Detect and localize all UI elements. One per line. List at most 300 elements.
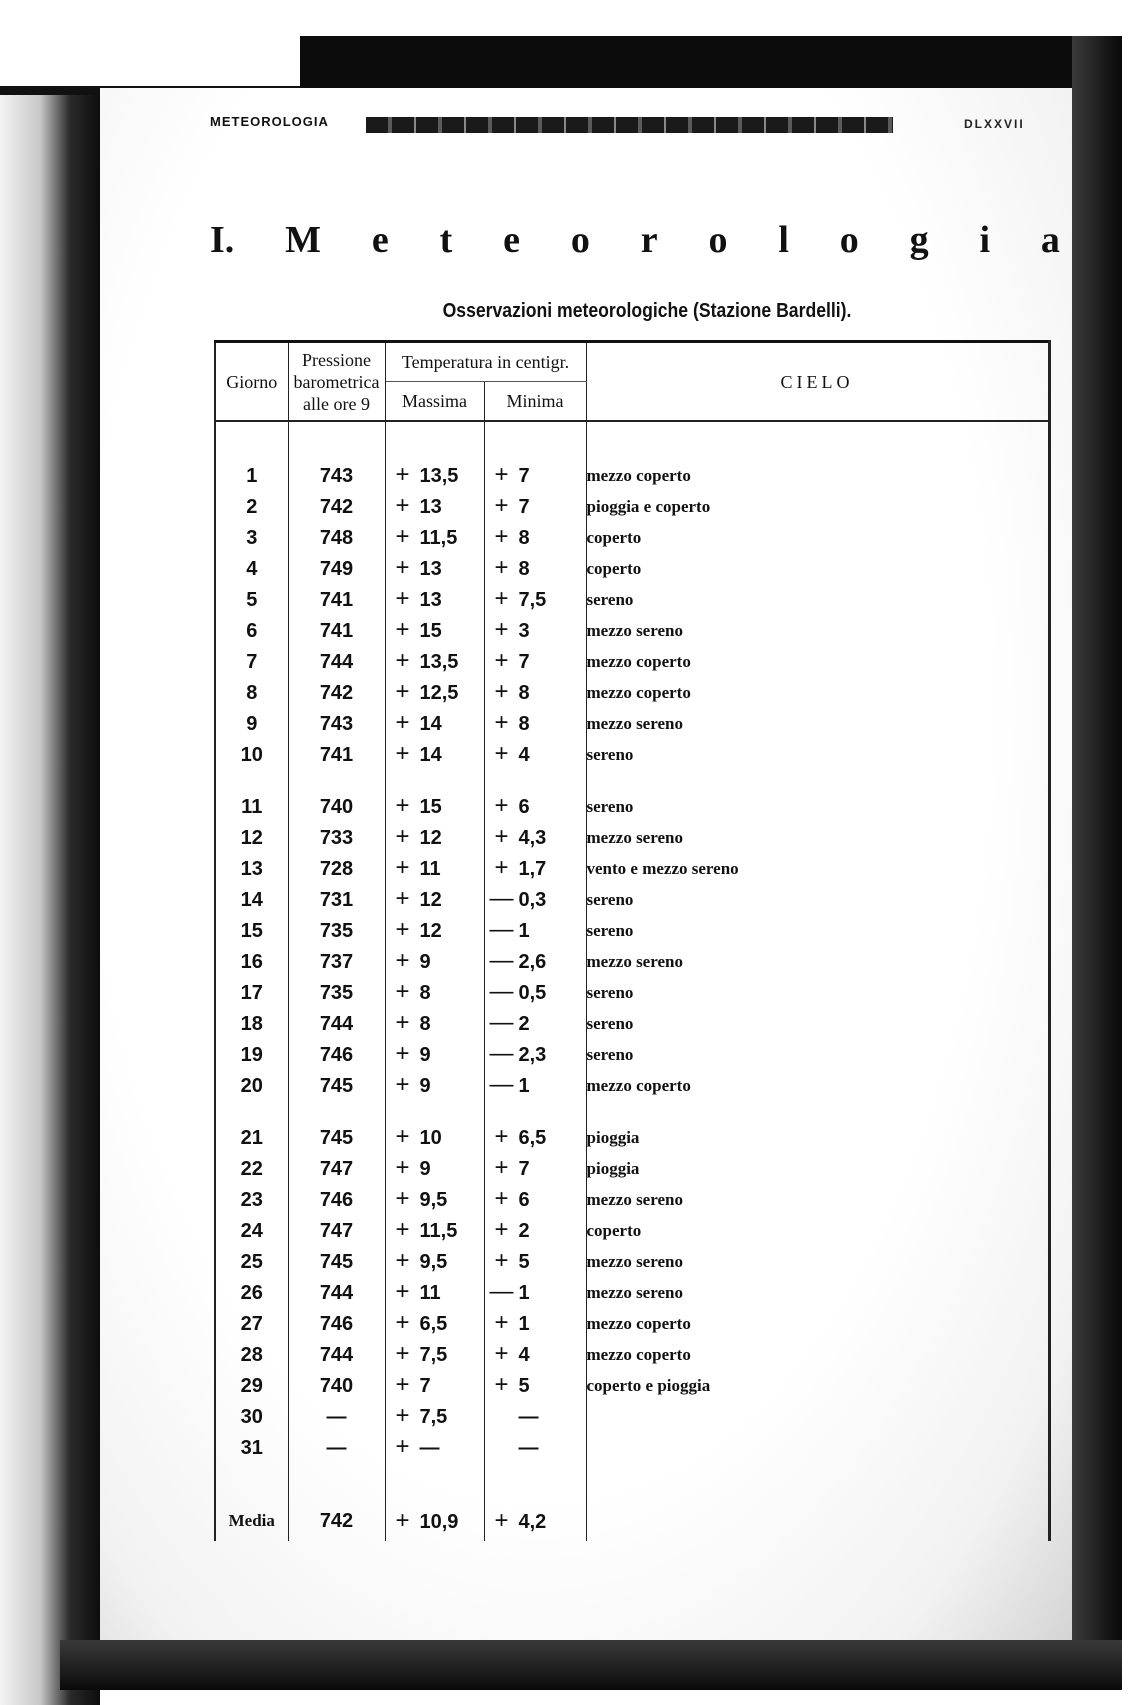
sign: + [395, 554, 410, 581]
cell-giorno: 12 [215, 822, 288, 853]
table-body [215, 421, 1049, 1541]
value: 8 [419, 1013, 431, 1035]
value: 7,5 [518, 589, 547, 611]
value: 4,3 [518, 827, 547, 849]
table-row [215, 1153, 1049, 1184]
cell-giorno: 14 [215, 884, 288, 915]
spacer-row [215, 1463, 1049, 1501]
value: 1,7 [518, 858, 547, 880]
cell-massima [385, 708, 484, 739]
value: 5 [518, 1375, 530, 1397]
value: 15 [419, 796, 442, 818]
cell-cielo: mezzo coperto [586, 651, 691, 671]
cell-giorno: 22 [215, 1153, 288, 1184]
cell-massima [385, 1401, 484, 1432]
cell-giorno: 19 [215, 1039, 288, 1070]
cell-pressione: 749 [288, 553, 385, 584]
cell-cielo: mezzo coperto [586, 465, 691, 485]
value: 5 [518, 1251, 530, 1273]
cell-massima [385, 739, 484, 770]
header-cielo: CIELO [780, 371, 854, 392]
value: 9 [419, 1044, 431, 1066]
cell-minima [484, 1432, 586, 1463]
value: — [518, 1436, 539, 1459]
table-row [215, 791, 1049, 822]
sign: + [395, 1507, 410, 1534]
scan-shadow-top [300, 36, 1108, 88]
table-row [215, 1039, 1049, 1070]
value: 14 [419, 713, 442, 735]
cell-massima [385, 1339, 484, 1370]
cell-cielo: vento e mezzo sereno [586, 858, 739, 878]
cell-minima [484, 1370, 586, 1401]
sign: — [489, 1040, 514, 1067]
cell-giorno: 16 [215, 946, 288, 977]
value: 7 [419, 1375, 431, 1397]
header-pressione-line: alle ore 9 [303, 393, 370, 414]
sign: + [494, 1507, 509, 1534]
cell-cielo: coperto [586, 527, 642, 547]
cell-cielo: mezzo coperto [586, 1344, 691, 1364]
table-row [215, 584, 1049, 615]
cell-giorno: 4 [215, 553, 288, 584]
value: 12 [419, 827, 442, 849]
cell-minima [484, 1153, 586, 1184]
table-row [215, 460, 1049, 491]
cell-massima [385, 915, 484, 946]
sign: + [494, 461, 509, 488]
cell-giorno: 2 [215, 491, 288, 522]
table-row [215, 677, 1049, 708]
cell-massima [385, 1432, 484, 1463]
cell-pressione: 744 [288, 1008, 385, 1039]
value: 2 [518, 1220, 530, 1242]
cell-massima [385, 1277, 484, 1308]
value: 10,9 [419, 1511, 459, 1533]
cell-minima [484, 677, 586, 708]
cell-minima [484, 615, 586, 646]
value: 9 [419, 951, 431, 973]
cell-giorno: 31 [215, 1432, 288, 1463]
cell-pressione: — [288, 1432, 385, 1463]
value: 9 [419, 1158, 431, 1180]
cell-cielo [586, 1432, 1049, 1463]
sign: — [489, 1009, 514, 1036]
sign: — [489, 978, 514, 1005]
cell-massima [385, 553, 484, 584]
table-row [215, 977, 1049, 1008]
cell-massima [385, 646, 484, 677]
sign: + [494, 554, 509, 581]
value: 6,5 [419, 1313, 448, 1335]
sign: + [395, 461, 410, 488]
value: 13,5 [419, 651, 459, 673]
cell-massima [385, 1215, 484, 1246]
cell-minima [484, 884, 586, 915]
cell-pressione: 744 [288, 1277, 385, 1308]
cell-giorno: 9 [215, 708, 288, 739]
sign: — [489, 1278, 514, 1305]
cell-cielo: sereno [586, 982, 634, 1002]
sign: — [489, 916, 514, 943]
cell-giorno: 21 [215, 1122, 288, 1153]
running-head: METEOROLOGIA [210, 114, 329, 129]
cell-cielo: pioggia e coperto [586, 496, 711, 516]
value: 10 [419, 1127, 442, 1149]
value: 13 [419, 558, 442, 580]
cell-pressione: 731 [288, 884, 385, 915]
title-letter: a [1040, 219, 1060, 261]
cell-minima [484, 853, 586, 884]
sign: + [395, 647, 410, 674]
cell-giorno: 24 [215, 1215, 288, 1246]
table-row [215, 915, 1049, 946]
mean-label: Media [215, 1501, 288, 1541]
cell-pressione: 743 [288, 708, 385, 739]
table-row [215, 822, 1049, 853]
sign: + [395, 1278, 410, 1305]
cell-pressione: 746 [288, 1039, 385, 1070]
cell-pressione: 744 [288, 646, 385, 677]
cell-pressione: 745 [288, 1070, 385, 1101]
sign: — [489, 947, 514, 974]
title-letter: e [503, 219, 521, 261]
sign: + [395, 947, 410, 974]
value: 13 [419, 496, 442, 518]
cell-giorno: 28 [215, 1339, 288, 1370]
cell-minima [484, 708, 586, 739]
cell-cielo: mezzo coperto [586, 682, 691, 702]
value: 2 [518, 1013, 530, 1035]
title-letter: o [708, 219, 728, 261]
cell-minima [484, 646, 586, 677]
cell-minima [484, 1339, 586, 1370]
sign: + [395, 854, 410, 881]
cell-pressione: 740 [288, 1370, 385, 1401]
cell-pressione: 746 [288, 1184, 385, 1215]
value: 3 [518, 620, 530, 642]
title-letter: e [371, 219, 389, 261]
sign: + [494, 1340, 509, 1367]
title-letter: g [909, 219, 929, 261]
cell-pressione: 746 [288, 1308, 385, 1339]
table-row [215, 1308, 1049, 1339]
sign: + [395, 1309, 410, 1336]
cell-minima [484, 946, 586, 977]
sign: + [494, 709, 509, 736]
cell-cielo: mezzo sereno [586, 827, 683, 847]
cell-minima [484, 915, 586, 946]
value: 7 [518, 496, 530, 518]
cell-minima [484, 822, 586, 853]
sign: + [494, 616, 509, 643]
scan-margin-top [0, 0, 1148, 40]
mean-massima [385, 1501, 484, 1541]
value: 7 [518, 1158, 530, 1180]
title-letter: o [570, 219, 590, 261]
cell-cielo: pioggia [586, 1127, 640, 1147]
sign: + [395, 1371, 410, 1398]
observations-table [214, 340, 1051, 1541]
cell-minima [484, 584, 586, 615]
cell-giorno: 11 [215, 791, 288, 822]
cell-pressione: 745 [288, 1122, 385, 1153]
sign: + [395, 616, 410, 643]
scan-shadow-bottom [60, 1640, 1122, 1690]
cell-massima [385, 1308, 484, 1339]
sign: + [494, 1154, 509, 1181]
table-row [215, 1070, 1049, 1101]
cell-giorno: 5 [215, 584, 288, 615]
cell-cielo: mezzo coperto [586, 1075, 691, 1095]
value: 9 [419, 1075, 431, 1097]
value: 4 [518, 1344, 530, 1366]
value: 6,5 [518, 1127, 547, 1149]
scan-shadow-right [1072, 36, 1122, 1686]
value: — [419, 1437, 440, 1459]
value: — [518, 1405, 539, 1428]
value: 7 [518, 651, 530, 673]
table-row [215, 1246, 1049, 1277]
sign: + [494, 823, 509, 850]
cell-massima [385, 522, 484, 553]
value: 6 [518, 1189, 530, 1211]
cell-giorno: 13 [215, 853, 288, 884]
cell-massima [385, 946, 484, 977]
sign: + [395, 492, 410, 519]
header-temperatura: Temperatura in centigr. [385, 342, 586, 382]
cell-minima [484, 1039, 586, 1070]
mean-cielo [586, 1501, 1049, 1541]
cell-minima [484, 1308, 586, 1339]
value: 13 [419, 589, 442, 611]
sign: + [494, 792, 509, 819]
cell-massima [385, 677, 484, 708]
cell-cielo: mezzo sereno [586, 713, 683, 733]
table-row [215, 853, 1049, 884]
cell-giorno: 10 [215, 739, 288, 770]
sign: + [395, 1040, 410, 1067]
sign: + [395, 978, 410, 1005]
table-row [215, 1432, 1049, 1463]
sign: + [494, 678, 509, 705]
value: 8 [518, 527, 530, 549]
mean-minima [484, 1501, 586, 1541]
value: 8 [518, 558, 530, 580]
sign: + [494, 740, 509, 767]
sign: + [395, 1433, 410, 1460]
sign: + [395, 678, 410, 705]
table-row [215, 1008, 1049, 1039]
value: 15 [419, 620, 442, 642]
cell-pressione: — [288, 1401, 385, 1432]
value: 11,5 [419, 527, 458, 549]
sign: + [395, 1154, 410, 1181]
cell-massima [385, 1039, 484, 1070]
value: 7 [518, 465, 530, 487]
table-row [215, 1401, 1049, 1432]
cell-minima [484, 522, 586, 553]
cell-pressione: 747 [288, 1153, 385, 1184]
value: 7,5 [419, 1406, 448, 1428]
header-massima: Massima [385, 382, 484, 421]
cell-pressione: 747 [288, 1215, 385, 1246]
value: 1 [518, 1313, 530, 1335]
table-row [215, 708, 1049, 739]
value: 8 [518, 713, 530, 735]
header-minima: Minima [484, 382, 586, 421]
sign: + [395, 1009, 410, 1036]
cell-massima [385, 584, 484, 615]
cell-giorno: 17 [215, 977, 288, 1008]
title-letter: l [778, 219, 789, 261]
cell-massima [385, 1122, 484, 1153]
folio-rule [366, 117, 893, 133]
cell-cielo: sereno [586, 589, 634, 609]
sign: + [395, 1402, 410, 1429]
header-pressione [288, 342, 385, 421]
cell-cielo: coperto e pioggia [586, 1375, 711, 1395]
table-row [215, 491, 1049, 522]
cell-pressione: 737 [288, 946, 385, 977]
sign: + [494, 1123, 509, 1150]
cell-cielo: mezzo sereno [586, 1282, 683, 1302]
table-row [215, 522, 1049, 553]
cell-minima [484, 1122, 586, 1153]
value: 12 [419, 889, 442, 911]
table-row [215, 646, 1049, 677]
value: 11 [419, 858, 441, 880]
cell-massima [385, 1153, 484, 1184]
sign: + [395, 1340, 410, 1367]
sign: + [494, 1247, 509, 1274]
table-row [215, 884, 1049, 915]
cell-massima [385, 1184, 484, 1215]
cell-pressione: 740 [288, 791, 385, 822]
cell-giorno: 23 [215, 1184, 288, 1215]
cell-massima [385, 1370, 484, 1401]
cell-giorno: 25 [215, 1246, 288, 1277]
sign: + [395, 1216, 410, 1243]
cell-pressione: 745 [288, 1246, 385, 1277]
scan-shadow-left [0, 95, 100, 1705]
cell-cielo: coperto [586, 1220, 642, 1240]
table-caption: Osservazioni meteorologiche (Stazione Bardelli). [442, 300, 852, 322]
cell-cielo: mezzo sereno [586, 620, 683, 640]
sign: — [489, 1071, 514, 1098]
sign: + [494, 1216, 509, 1243]
value: 1 [518, 1075, 530, 1097]
table-row [215, 946, 1049, 977]
cell-minima [484, 977, 586, 1008]
cell-pressione: 744 [288, 1339, 385, 1370]
cell-pressione: 733 [288, 822, 385, 853]
title-number: I. [210, 219, 235, 261]
table-row [215, 1184, 1049, 1215]
value: 4 [518, 744, 530, 766]
cell-massima [385, 491, 484, 522]
sign: + [494, 492, 509, 519]
cell-pressione: 742 [288, 677, 385, 708]
sign: + [494, 854, 509, 881]
value: 7,5 [419, 1344, 448, 1366]
cell-minima [484, 1215, 586, 1246]
cell-massima [385, 615, 484, 646]
table-row [215, 739, 1049, 770]
cell-pressione: 748 [288, 522, 385, 553]
cell-pressione: 728 [288, 853, 385, 884]
title-letter: o [839, 219, 859, 261]
cell-minima [484, 460, 586, 491]
cell-minima [484, 791, 586, 822]
cell-giorno: 20 [215, 1070, 288, 1101]
sign: + [395, 792, 410, 819]
sign: + [494, 523, 509, 550]
cell-minima [484, 553, 586, 584]
cell-minima [484, 1246, 586, 1277]
sign: + [494, 1371, 509, 1398]
cell-minima [484, 1070, 586, 1101]
cell-pressione: 742 [288, 491, 385, 522]
cell-minima [484, 1008, 586, 1039]
cell-cielo: sereno [586, 744, 634, 764]
cell-minima [484, 1277, 586, 1308]
cell-giorno: 7 [215, 646, 288, 677]
cell-giorno: 15 [215, 915, 288, 946]
cell-massima [385, 791, 484, 822]
cell-pressione: 741 [288, 584, 385, 615]
value: 2,3 [518, 1044, 547, 1066]
table-row [215, 553, 1049, 584]
sign: — [489, 885, 514, 912]
sign: + [395, 523, 410, 550]
mean-row [215, 1501, 1049, 1541]
value: 13,5 [419, 465, 459, 487]
cell-cielo: pioggia [586, 1158, 640, 1178]
cell-massima [385, 853, 484, 884]
sign: + [395, 823, 410, 850]
cell-cielo: sereno [586, 889, 634, 909]
sign: + [395, 740, 410, 767]
table-row [215, 615, 1049, 646]
cell-cielo: mezzo sereno [586, 1189, 683, 1209]
value: 9,5 [419, 1251, 448, 1273]
cell-giorno: 27 [215, 1308, 288, 1339]
cell-massima [385, 1070, 484, 1101]
cell-cielo: sereno [586, 920, 634, 940]
value: 12 [419, 920, 442, 942]
cell-giorno: 30 [215, 1401, 288, 1432]
cell-pressione: 735 [288, 977, 385, 1008]
table-row [215, 1122, 1049, 1153]
value: 1 [518, 1282, 530, 1304]
cell-cielo: sereno [586, 1013, 634, 1033]
cell-pressione: 743 [288, 460, 385, 491]
sign: + [395, 1123, 410, 1150]
table-row [215, 1370, 1049, 1401]
value: 12,5 [419, 682, 459, 704]
sign: + [494, 1309, 509, 1336]
title-letter: M [285, 219, 322, 261]
sign: + [395, 916, 410, 943]
spacer-row [215, 1101, 1049, 1122]
cell-cielo: sereno [586, 796, 634, 816]
cell-pressione: 741 [288, 739, 385, 770]
cell-massima [385, 822, 484, 853]
value: 8 [518, 682, 530, 704]
value: 0,5 [518, 982, 547, 1004]
header-giorno: Giorno [215, 342, 288, 421]
